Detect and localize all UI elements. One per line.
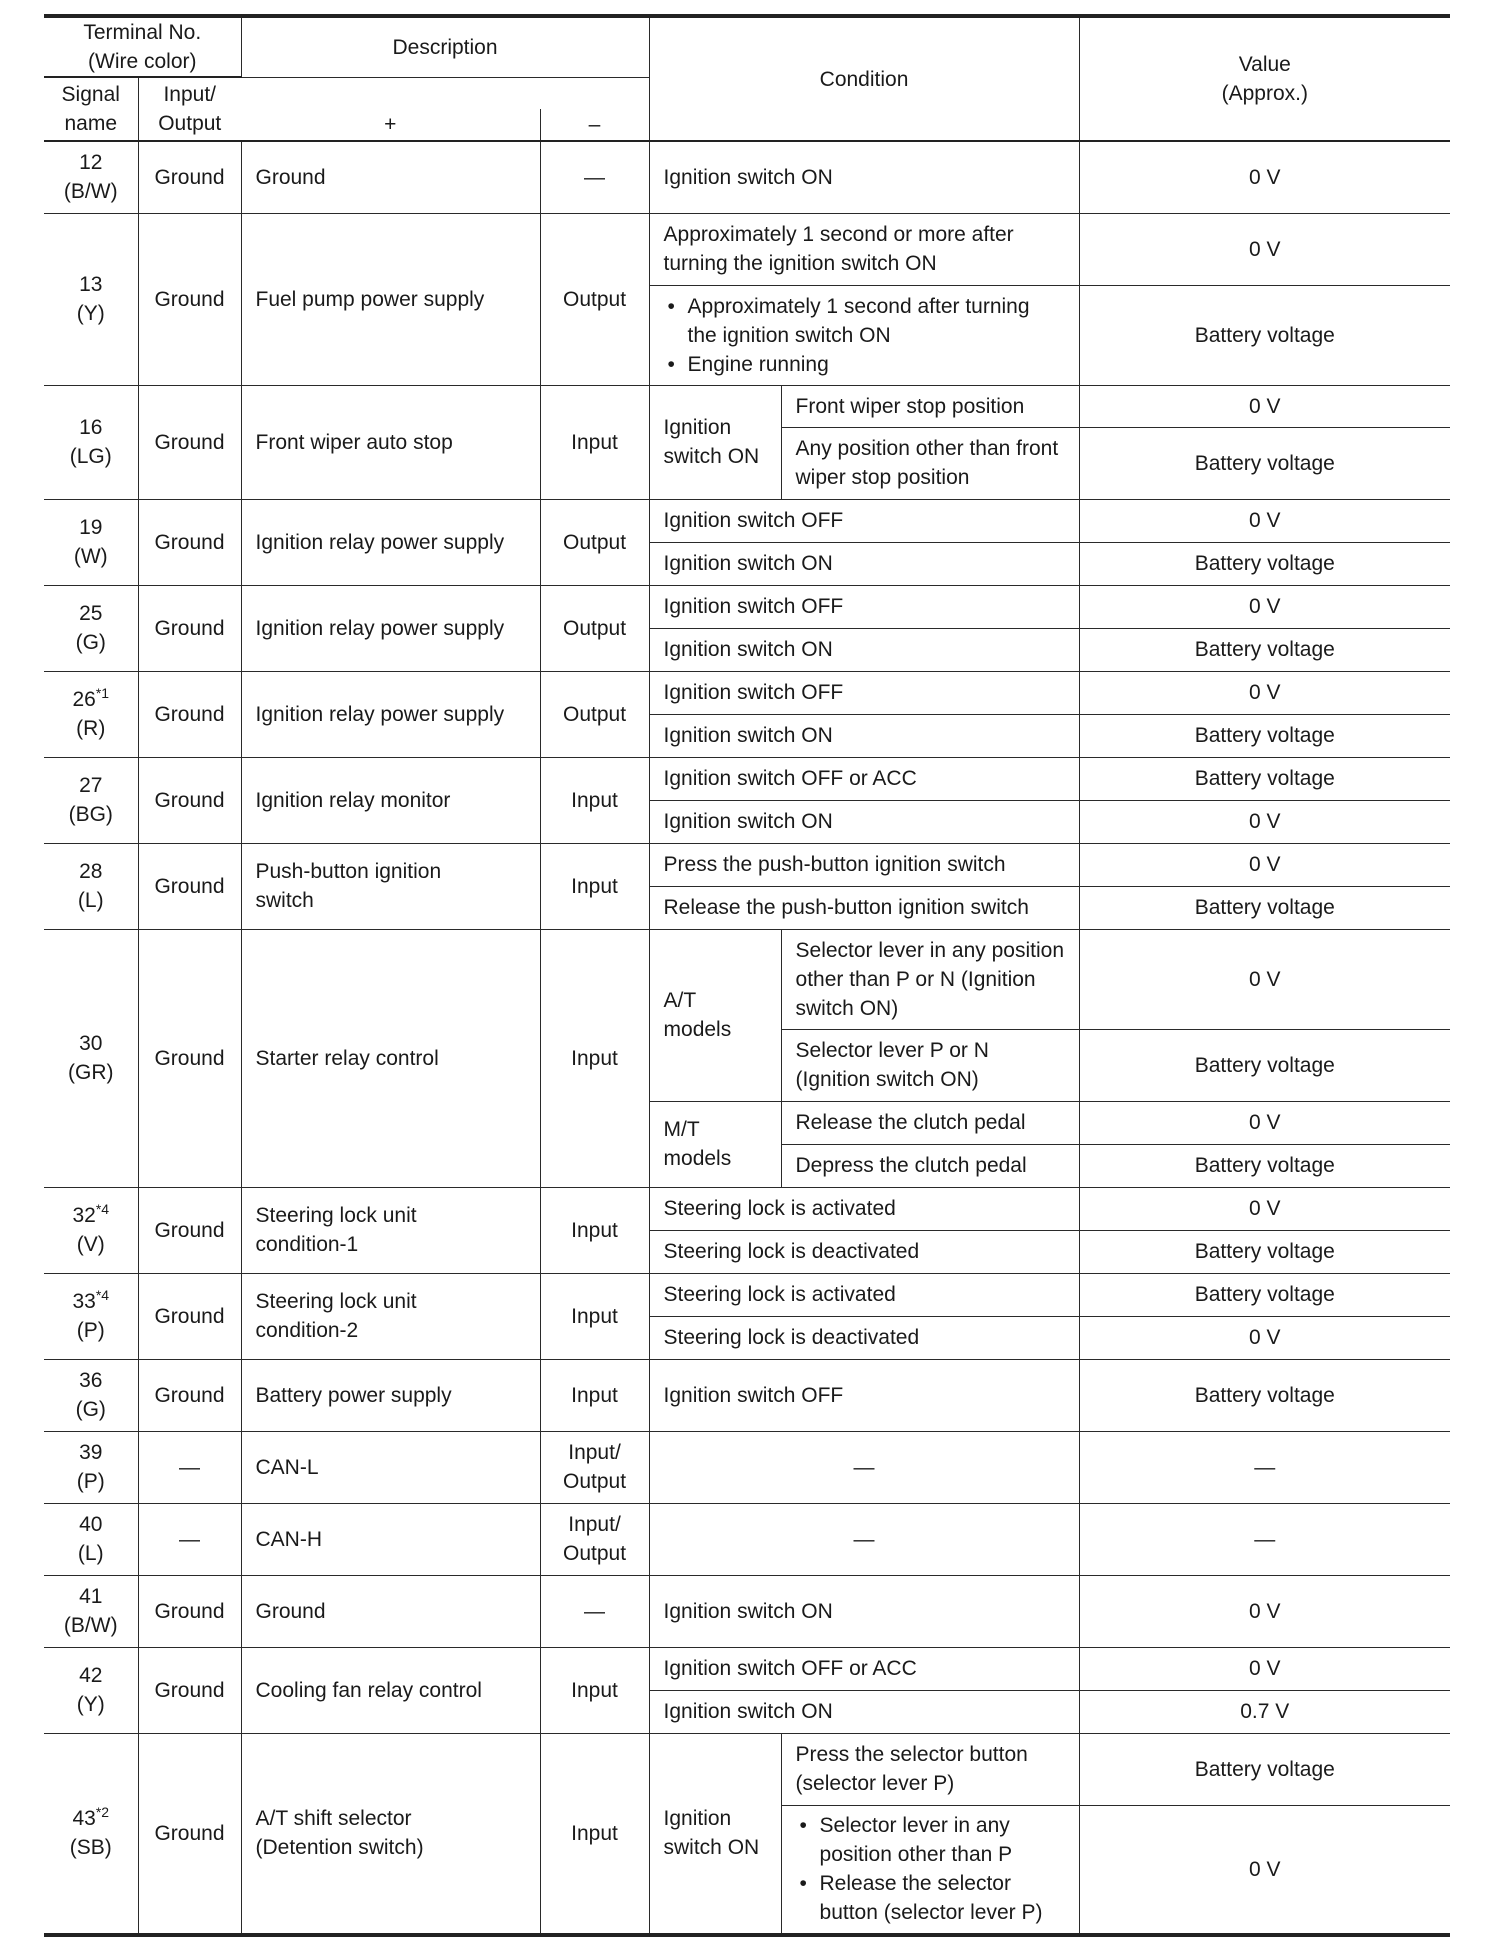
value: Battery voltage (1079, 1144, 1450, 1187)
input-output: Output (540, 671, 649, 757)
value: 0 V (1079, 843, 1450, 886)
condition-bullet: • Engine running (688, 350, 1065, 379)
minus-terminal: Ground (138, 499, 241, 585)
table-row (44, 1647, 1450, 1690)
value: 0 V (1079, 1647, 1450, 1690)
signal-name: Ignition relay monitor (241, 757, 540, 843)
terminal-table-page (44, 14, 1450, 1937)
header-signal-name: Signal name (44, 77, 138, 141)
value: 0 V (1079, 1187, 1450, 1230)
condition: Release the push-button ignition switch (649, 886, 1079, 929)
table-row (44, 499, 1450, 542)
condition: Steering lock is activated (649, 1187, 1079, 1230)
footnote-mark: *4 (95, 1201, 110, 1217)
minus-terminal: — (138, 1503, 241, 1575)
condition: Approximately 1 second or more after turning the ignition switch ON (649, 213, 1079, 285)
condition: Ignition switch OFF (649, 671, 1079, 714)
condition (781, 1805, 1079, 1935)
table-row (44, 1359, 1450, 1431)
condition: Ignition switch OFF or ACC (649, 757, 1079, 800)
condition: Ignition switch ON (649, 714, 1079, 757)
value: — (1079, 1431, 1450, 1503)
input-output: Input (540, 1647, 649, 1733)
value: Battery voltage (1079, 1733, 1450, 1805)
condition: Front wiper stop position (781, 385, 1079, 427)
table-row (44, 671, 1450, 714)
value: 0 V (1079, 141, 1450, 213)
input-output: Input (540, 1733, 649, 1935)
value: — (1079, 1503, 1450, 1575)
value: Battery voltage (1079, 542, 1450, 585)
value: 0.7 V (1079, 1690, 1450, 1733)
footnote-mark: *1 (95, 685, 110, 701)
header-plus: + (241, 109, 540, 141)
condition-group-mt: M/T models (649, 1101, 781, 1187)
minus-terminal: Ground (138, 213, 241, 385)
input-output: Input (540, 1273, 649, 1359)
condition-group-at: A/T models (649, 929, 781, 1101)
condition: Depress the clutch pedal (781, 1144, 1079, 1187)
condition-group: Ignition switch ON (649, 1733, 781, 1935)
value: 0 V (1079, 1316, 1450, 1359)
value: 0 V (1079, 1101, 1450, 1144)
condition: Selector lever P or N (Ignition switch ON) (781, 1029, 1079, 1101)
input-output: Output (540, 213, 649, 385)
table-row (44, 1273, 1450, 1316)
value: Battery voltage (1079, 714, 1450, 757)
signal-name: CAN-H (241, 1503, 540, 1575)
signal-name: Front wiper auto stop (241, 385, 540, 499)
value: 0 V (1079, 213, 1450, 285)
input-output: Input (540, 1187, 649, 1273)
condition: Ignition switch ON (649, 800, 1079, 843)
condition-bullet: • Approximately 1 second after turning the ignition switch ON (688, 292, 1065, 350)
header-description: Description (241, 16, 649, 77)
signal-name: Push-button ignition switch (241, 843, 540, 929)
condition: Ignition switch OFF (649, 1359, 1079, 1431)
value: 0 V (1079, 800, 1450, 843)
signal-name: Ignition relay power supply (241, 585, 540, 671)
table-row (44, 141, 1450, 213)
header-value: Value (Approx.) (1079, 16, 1450, 141)
signal-name: Ground (241, 1575, 540, 1647)
minus-terminal: Ground (138, 671, 241, 757)
terminal-number: 12 (B/W) (44, 141, 138, 213)
value: Battery voltage (1079, 1029, 1450, 1101)
condition: Ignition switch ON (649, 628, 1079, 671)
signal-name: CAN-L (241, 1431, 540, 1503)
signal-name: Starter relay control (241, 929, 540, 1187)
value: 0 V (1079, 585, 1450, 628)
terminal-table (44, 14, 1450, 1937)
minus-terminal: Ground (138, 843, 241, 929)
table-row (44, 843, 1450, 886)
condition: Press the push-button ignition switch (649, 843, 1079, 886)
input-output: — (540, 141, 649, 213)
signal-name: Steering lock unit condition-1 (241, 1187, 540, 1273)
condition: — (649, 1503, 1079, 1575)
condition: Ignition switch ON (649, 141, 1079, 213)
value: Battery voltage (1079, 1230, 1450, 1273)
condition (649, 285, 1079, 385)
terminal-number: 39 (P) (44, 1431, 138, 1503)
condition: Ignition switch ON (649, 542, 1079, 585)
terminal-number: 13 (Y) (44, 213, 138, 385)
input-output: Input/ Output (540, 1431, 649, 1503)
terminal-number: 42 (Y) (44, 1647, 138, 1733)
condition-bullet: • Selector lever in any position other than P (820, 1811, 1065, 1869)
header-input-output: Input/ Output (138, 77, 241, 141)
condition: Selector lever in any position other than P or N (Ignition switch ON) (781, 929, 1079, 1029)
signal-name: A/T shift selector (Detention switch) (241, 1733, 540, 1935)
condition: Press the selector button (selector lever P) (781, 1733, 1079, 1805)
terminal-number: 40 (L) (44, 1503, 138, 1575)
condition-bullet: • Release the selector button (selector lever P) (820, 1869, 1065, 1927)
table-row (44, 1431, 1450, 1503)
input-output: Output (540, 499, 649, 585)
value: Battery voltage (1079, 1273, 1450, 1316)
terminal-number: 36 (G) (44, 1359, 138, 1431)
minus-terminal: Ground (138, 1575, 241, 1647)
value: 0 V (1079, 1575, 1450, 1647)
terminal-number: 43$^{*2}$ (SB) (44, 1733, 138, 1935)
value: Battery voltage (1079, 1359, 1450, 1431)
condition: Steering lock is deactivated (649, 1316, 1079, 1359)
input-output: — (540, 1575, 649, 1647)
terminal-number: 32$^{*4}$ (V) (44, 1187, 138, 1273)
table-row (44, 1187, 1450, 1230)
signal-name: Ground (241, 141, 540, 213)
table-row (44, 1733, 1450, 1805)
value: Battery voltage (1079, 757, 1450, 800)
minus-terminal: Ground (138, 1187, 241, 1273)
signal-name: Fuel pump power supply (241, 213, 540, 385)
minus-terminal: Ground (138, 585, 241, 671)
input-output: Input/ Output (540, 1503, 649, 1575)
condition: Any position other than front wiper stop position (781, 427, 1079, 499)
condition: Ignition switch OFF (649, 499, 1079, 542)
table-row (44, 1575, 1450, 1647)
condition: Ignition switch OFF or ACC (649, 1647, 1079, 1690)
minus-terminal: — (138, 1431, 241, 1503)
condition: Release the clutch pedal (781, 1101, 1079, 1144)
input-output: Input (540, 929, 649, 1187)
minus-terminal: Ground (138, 1733, 241, 1935)
terminal-number: 16 (LG) (44, 385, 138, 499)
minus-terminal: Ground (138, 385, 241, 499)
input-output: Input (540, 843, 649, 929)
condition: — (649, 1431, 1079, 1503)
table-row (44, 385, 1450, 427)
condition: Ignition switch OFF (649, 585, 1079, 628)
terminal-number: 26$^{*1}$ (R) (44, 671, 138, 757)
table-row (44, 585, 1450, 628)
terminal-number: 28 (L) (44, 843, 138, 929)
footnote-mark: *4 (95, 1287, 110, 1303)
signal-name: Cooling fan relay control (241, 1647, 540, 1733)
minus-terminal: Ground (138, 757, 241, 843)
minus-terminal: Ground (138, 1647, 241, 1733)
input-output: Input (540, 1359, 649, 1431)
minus-terminal: Ground (138, 1273, 241, 1359)
table-row (44, 757, 1450, 800)
minus-terminal: Ground (138, 141, 241, 213)
header-condition: Condition (649, 16, 1079, 141)
condition: Steering lock is activated (649, 1273, 1079, 1316)
value: Battery voltage (1079, 886, 1450, 929)
condition: Ignition switch ON (649, 1575, 1079, 1647)
minus-terminal: Ground (138, 1359, 241, 1431)
table-row (44, 1503, 1450, 1575)
condition-group: Ignition switch ON (649, 385, 781, 499)
signal-name: Ignition relay power supply (241, 671, 540, 757)
condition: Steering lock is deactivated (649, 1230, 1079, 1273)
table-row (44, 213, 1450, 285)
terminal-number: 41 (B/W) (44, 1575, 138, 1647)
value: 0 V (1079, 385, 1450, 427)
terminal-number: 27 (BG) (44, 757, 138, 843)
input-output: Output (540, 585, 649, 671)
signal-name: Ignition relay power supply (241, 499, 540, 585)
input-output: Input (540, 385, 649, 499)
value: Battery voltage (1079, 427, 1450, 499)
value: 0 V (1079, 929, 1450, 1029)
input-output: Input (540, 757, 649, 843)
terminal-number: 30 (GR) (44, 929, 138, 1187)
terminal-number: 25 (G) (44, 585, 138, 671)
signal-name: Steering lock unit condition-2 (241, 1273, 540, 1359)
value: 0 V (1079, 671, 1450, 714)
value: Battery voltage (1079, 628, 1450, 671)
header-minus: – (540, 109, 649, 141)
terminal-number: 19 (W) (44, 499, 138, 585)
condition: Ignition switch ON (649, 1690, 1079, 1733)
header-terminal: Terminal No. (Wire color) (44, 16, 241, 77)
value: 0 V (1079, 1805, 1450, 1935)
signal-name: Battery power supply (241, 1359, 540, 1431)
footnote-mark: *2 (95, 1804, 110, 1821)
value: 0 V (1079, 499, 1450, 542)
table-row (44, 929, 1450, 1029)
terminal-number: 33$^{*4}$ (P) (44, 1273, 138, 1359)
minus-terminal: Ground (138, 929, 241, 1187)
value: Battery voltage (1079, 285, 1450, 385)
